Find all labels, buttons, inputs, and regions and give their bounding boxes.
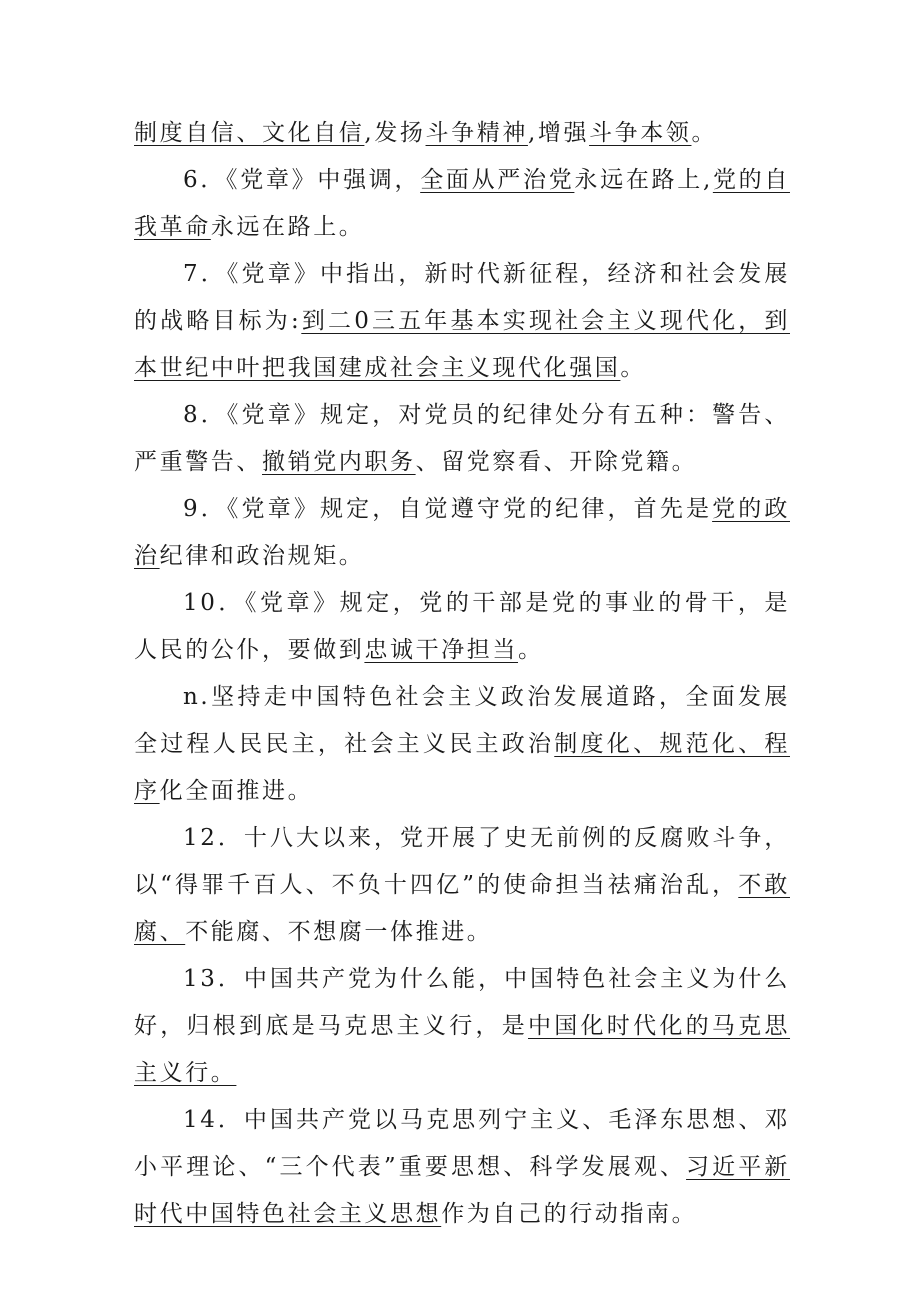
paragraph-item-12: [134, 815, 790, 956]
underlined-answer: 党的自我革命: [134, 167, 790, 240]
text-segment: ,增强: [527, 120, 590, 146]
text-segment: 6．《党章》中强调，: [183, 167, 421, 193]
text-segment: 不能腐、不想腐一体推进。: [185, 919, 493, 945]
underlined-answer: 制度自信、文化自信: [134, 120, 365, 146]
underlined-answer: 不敢腐、: [134, 872, 790, 945]
text-segment: 。: [691, 120, 718, 146]
paragraph-item-7: [134, 251, 790, 392]
text-segment: 永远在路上。: [210, 214, 365, 240]
text-segment: 13．中国共产党为什么能，中国特色社会主义为什么好，归根到底是马克思主义行，是: [134, 966, 790, 1039]
paragraph-item-11: [134, 674, 790, 815]
paragraph-item-13: [134, 956, 790, 1097]
text-segment: 永远在路上,: [574, 167, 713, 193]
text-segment: 7．《党章》中指出，新时代新征程，经济和社会发展的战略目标为:: [134, 261, 790, 334]
underlined-answer: 撤销党内职务: [262, 449, 416, 475]
text-segment: 化全面推进。: [159, 778, 314, 804]
paragraph-item-6: [134, 157, 790, 251]
paragraph-continuation: [134, 110, 790, 157]
text-segment: 、留党察看、开除党籍。: [415, 449, 698, 475]
underlined-answer: 制度化、规范化、程序: [134, 731, 790, 804]
paragraph-item-9: [134, 486, 790, 580]
underlined-answer: 习近平新时代中国特色社会主义思想: [134, 1154, 790, 1227]
text-segment: 作为自己的行动指南。: [441, 1201, 698, 1227]
underlined-answer: 全面从严治党: [420, 167, 575, 193]
text-segment: 12．十八大以来，党开展了史无前例的反腐败斗争，以“得罪千百人、不负十四亿”的使命担当祛痛治乱，: [134, 825, 790, 898]
text-segment: ,发扬: [364, 120, 426, 146]
underlined-answer: 中国化时代化的马克思主义行。: [134, 1013, 791, 1086]
paragraph-item-8: [134, 392, 790, 486]
text-segment: 9．《党章》规定，自觉遵守党的纪律，首先是: [183, 496, 713, 522]
text-segment: 。: [518, 637, 544, 663]
text-segment: 。: [620, 355, 647, 381]
underlined-answer: 斗争本领: [589, 120, 692, 146]
text-segment: 8．《党章》规定，对党员的纪律处分有五种：警告、严重警告、: [134, 402, 790, 475]
text-segment: 纪律和政治规矩。: [159, 543, 365, 569]
underlined-answer: 忠诚干净担当: [364, 637, 519, 663]
text-segment: n.坚持走中国特色社会主义政治发展道路，全面发展全过程人民民主，社会主义民主政治: [134, 684, 790, 757]
text-segment: 10．《党章》规定，党的干部是党的事业的骨干，是人民的公仆，要做到: [134, 590, 790, 663]
paragraph-item-10: [134, 580, 790, 674]
underlined-answer: 到二0三五年基本实现社会主义现代化，到本世纪中叶把我国建成社会主义现代化强国: [134, 308, 790, 381]
paragraph-item-14: [134, 1097, 790, 1238]
underlined-answer: 党的政治: [134, 496, 790, 569]
underlined-answer: 斗争精神: [425, 120, 528, 146]
text-segment: 14．中国共产党以马克思列宁主义、毛泽东思想、邓小平理论、“三个代表”重要思想、科学发展观、: [134, 1107, 790, 1180]
